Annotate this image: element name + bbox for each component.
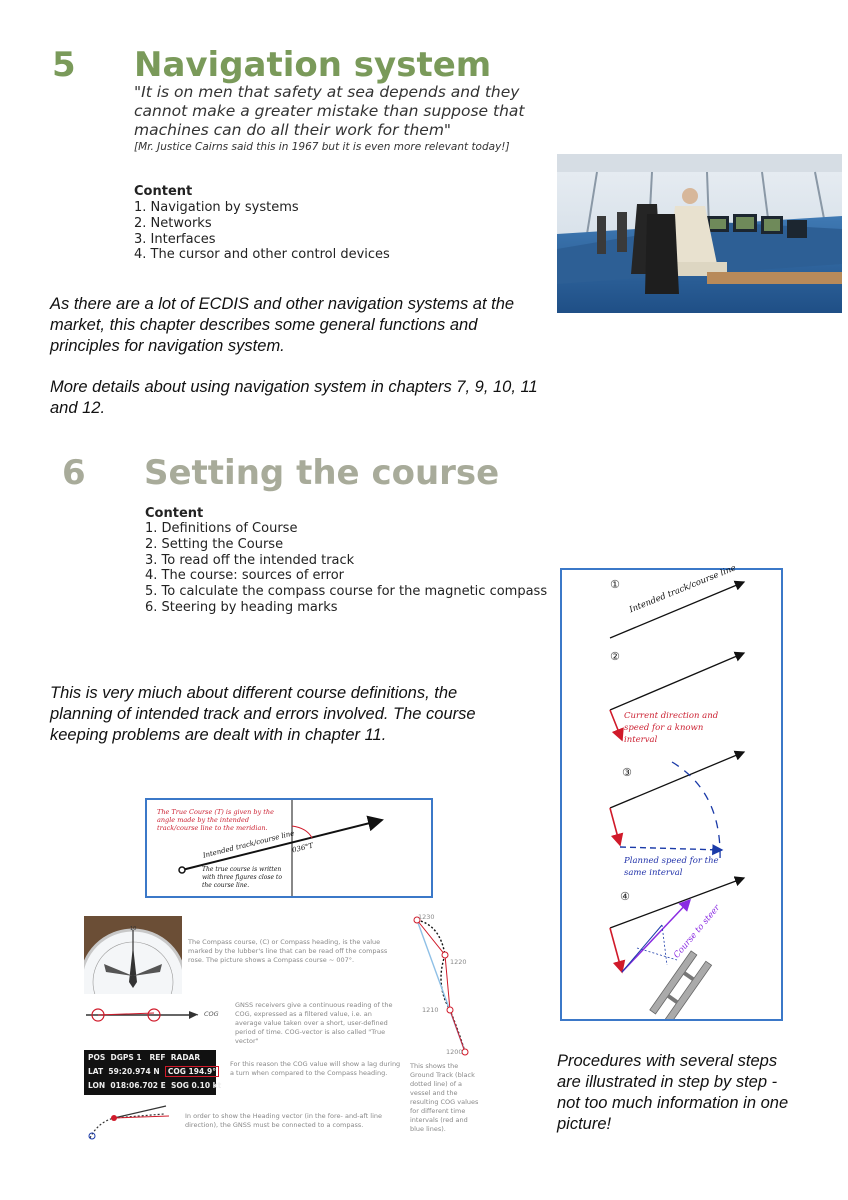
parallel-ruler-icon xyxy=(650,951,712,1019)
step-2-marker: ② xyxy=(610,650,620,663)
display-label: LAT xyxy=(88,1067,104,1076)
chapter-6-number: 6 xyxy=(62,453,86,493)
construction-line xyxy=(662,925,667,965)
course-value: 036°T xyxy=(291,841,315,855)
chapter-5-paragraph-1: As there are a lot of ECDIS and other navigation systems at the market, this chapter describes some general functions and principles for navigation system. xyxy=(50,295,515,355)
ground-track-text: This shows the Ground Track (black dotted line) of a vessel and the resulting COG values for different time intervals (red and blue lines). xyxy=(410,1062,479,1133)
chapter-5-title: Navigation system xyxy=(134,45,492,85)
chapter-6-content-heading: Content xyxy=(145,506,204,521)
time-label: 1230 xyxy=(418,913,435,921)
svg-text:10: 10 xyxy=(130,926,137,932)
gnss-display-panel xyxy=(84,1050,222,1095)
gnss-text: GNSS receivers give a continuous reading of the COG, expressed as a filtered value, i.e. an average value taken over a short, user-defined period of time. COG-vector is also called "True vector" xyxy=(235,1001,393,1045)
step-3-marker: ③ xyxy=(622,766,632,779)
cog-readout: COG 194.9° xyxy=(165,1066,219,1077)
chapter-5-paragraph-2: More details about using navigation system in chapters 7, 9, 10, 11 and 12. xyxy=(50,378,538,417)
track-line-3 xyxy=(610,752,744,808)
content-item: 3. Interfaces xyxy=(134,231,216,247)
display-label: REF xyxy=(149,1053,166,1062)
ground-track-diagram xyxy=(405,910,485,1065)
course-line-label: Intended track/course line xyxy=(202,829,296,860)
chapter-5-content-list xyxy=(134,200,390,263)
speed-arc xyxy=(672,762,720,860)
intended-track-label: Intended track/course line xyxy=(628,563,738,616)
track-line-2 xyxy=(610,653,744,710)
display-label: POS xyxy=(88,1053,106,1062)
planned-speed-label: Planned speed for the same interval xyxy=(624,856,719,878)
compass-photo xyxy=(84,916,182,994)
chapter-5-content-heading: Content xyxy=(134,184,193,199)
content-item: 1. Definitions of Course xyxy=(145,521,298,536)
chapter-5-quote-note: [Mr. Justice Cairns said this in 1967 but it is even more relevant today!] xyxy=(134,141,510,153)
heading-vector-diagram xyxy=(84,1102,194,1142)
content-item: 6. Steering by heading marks xyxy=(145,599,338,615)
heading-vector-text: In order to show the Heading vector (in the fore- and-aft line direction), the GNSS must be connected to a compass. xyxy=(185,1112,383,1129)
current-vector-3 xyxy=(610,808,620,845)
chapter-5-number: 5 xyxy=(52,45,76,85)
track-line-4 xyxy=(610,878,744,928)
compass-course-text: The Compass course, (C) or Compass heading, is the value marked by the lubber's line that can be read off the compass rose. The picture shows a Compass course ~ 007°. xyxy=(188,938,388,964)
chapter-5-quote: "It is on men that safety at sea depends and they cannot make a greater mistake than suppose that machines can do all their work for them" xyxy=(134,83,525,139)
display-value: 018:06.702 E xyxy=(110,1081,166,1090)
chapter-6-paragraph: This is very miuch about different course definitions, the planning of intended track and errors involved. The course keeping problems are dealt with in chapter 11. xyxy=(50,684,476,744)
step-1-marker: ① xyxy=(610,578,620,591)
content-item: 4. The cursor and other control devices xyxy=(134,247,390,263)
content-item: 5. To calculate the compass course for the magnetic compass xyxy=(145,584,548,600)
planned-speed-vector xyxy=(620,847,722,850)
display-value: DGPS 1 xyxy=(110,1053,142,1062)
content-item: 2. Networks xyxy=(134,215,212,231)
true-course-box xyxy=(145,798,433,898)
current-vector-4 xyxy=(610,928,622,972)
course-definitions-figure xyxy=(50,790,505,1145)
planned-vector-4 xyxy=(622,925,662,972)
course-written-note: The true course is written with three figures close to the course line. xyxy=(202,866,282,889)
content-item: 1. Navigation by systems xyxy=(134,200,299,215)
display-value: 59:20.974 N xyxy=(108,1067,160,1076)
lag-text: For this reason the COG value will show a lag during a turn when compared to the Compass heading. xyxy=(230,1060,401,1077)
current-vector-2 xyxy=(610,710,622,740)
ship-bridge-photo xyxy=(557,154,842,313)
true-course-note: The True Course (T) is given by the angle made by the intended track/course line to the meridian. xyxy=(157,808,274,832)
time-label: 1220 xyxy=(450,958,467,966)
time-label: 1210 xyxy=(422,1006,439,1014)
content-item: 4. The course: sources of error xyxy=(145,568,345,584)
display-label: LON xyxy=(88,1081,106,1090)
course-to-steer-diagram xyxy=(562,570,781,1019)
display-value: RADAR xyxy=(170,1053,201,1062)
start-point xyxy=(179,867,185,873)
cog-label: COG xyxy=(204,1010,219,1018)
course-to-steer-label: Course to steer xyxy=(672,903,723,961)
time-label: 1200 xyxy=(446,1048,463,1056)
step-figure-caption: Procedures with several steps are illustrated in step by step - not too much information in one picture! xyxy=(557,1052,789,1133)
content-item: 3. To read off the intended track xyxy=(145,552,355,568)
chapter-6-content-list xyxy=(145,521,547,616)
step-by-step-figure xyxy=(560,563,783,1021)
step-4-marker: ④ xyxy=(620,890,630,903)
chapter-6-title: Setting the course xyxy=(144,453,500,493)
content-item: 2. Setting the Course xyxy=(145,536,284,552)
sog-readout: SOG 0.10 kt xyxy=(170,1081,222,1090)
current-direction-label: Current direction and speed for a known interval xyxy=(624,711,719,745)
